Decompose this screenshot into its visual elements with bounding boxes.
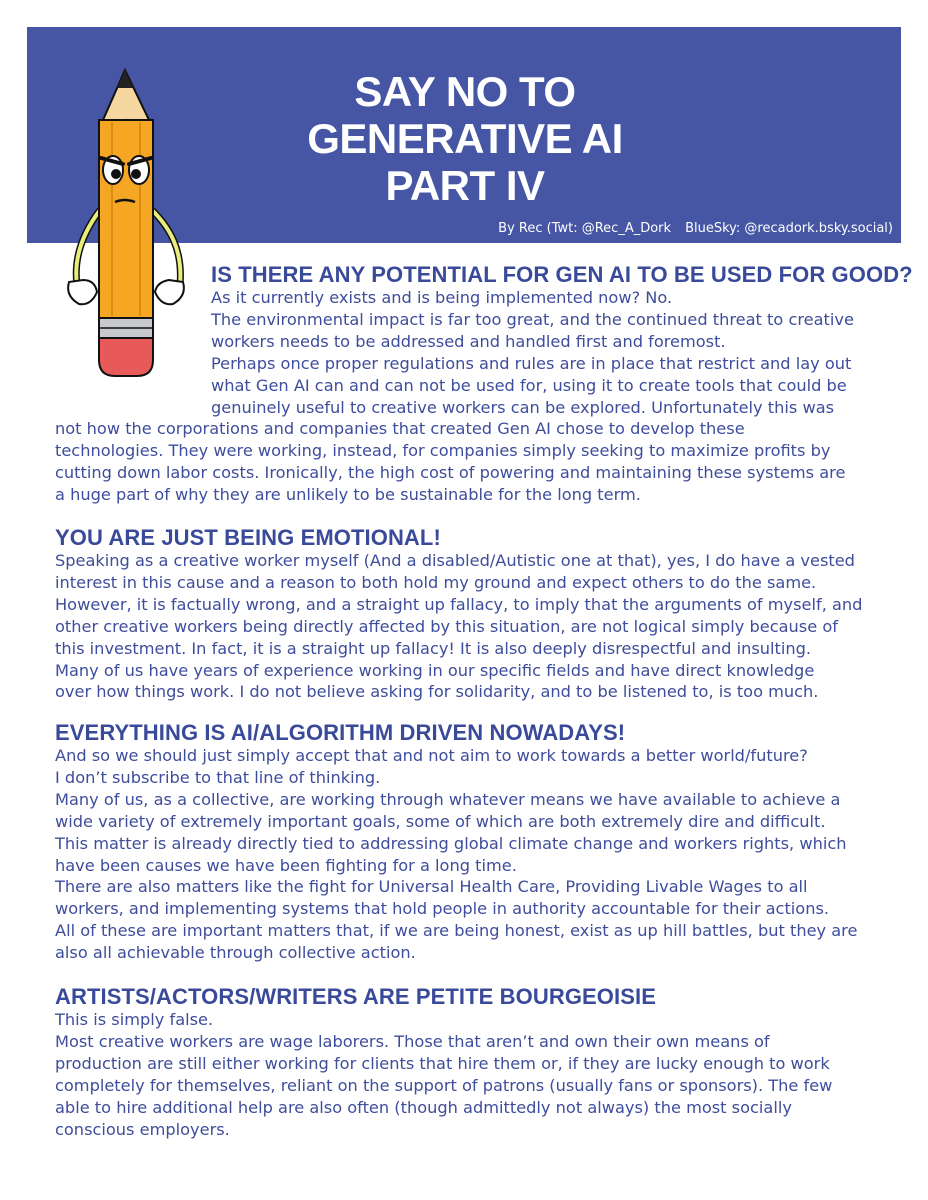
body-line: over how things work. I do not believe asking for solidarity, and to be listened to, is too much. — [55, 682, 819, 702]
body-line: All of these are important matters that, if we are being honest, exist as up hill battles, but they are — [55, 921, 858, 941]
body-line: workers needs to be addressed and handled first and foremost. — [211, 331, 726, 351]
byline-twitter: By Rec (Twt: @Rec_A_Dork — [498, 221, 672, 236]
body-line: other creative workers being directly affected by this situation, are not logical simply because of — [55, 616, 838, 636]
body-line: also all achievable through collective action. — [55, 943, 416, 963]
body-line: Perhaps once proper regulations and rules are in place that restrict and lay out — [211, 353, 852, 373]
section-body — [55, 550, 862, 703]
section-body — [55, 745, 857, 964]
body-line: completely for themselves, reliant on the support of patrons (usually fans or sponsors). The few — [55, 1075, 833, 1095]
body-line: However, it is factually wrong, and a straight up fallacy, to imply that the arguments of myself, and — [55, 594, 863, 614]
section-heading: IS THERE ANY POTENTIAL FOR GEN AI TO BE USED FOR GOOD? — [211, 262, 913, 287]
body-line: what Gen AI can and can not be used for, using it to create tools that could be — [211, 375, 847, 395]
body-line: have been causes we have been fighting for a long time. — [55, 855, 517, 875]
body-line: Speaking as a creative worker myself (And a disabled/Autistic one at that), yes, I do have a vested — [55, 551, 855, 570]
section-heading: ARTISTS/ACTORS/WRITERS ARE PETITE BOURGEOISIE — [55, 984, 656, 1009]
body-line: genuinely useful to creative workers can be explored. Unfortunately this was — [211, 397, 835, 417]
section-heading: EVERYTHING IS AI/ALGORITHM DRIVEN NOWADAYS! — [55, 720, 626, 745]
pencil-mascot-illustration — [55, 60, 205, 405]
title-line-1: SAY NO TO — [354, 68, 576, 115]
body-line: workers, and implementing systems that hold people in authority accountable for their actions. — [55, 899, 830, 919]
body-line: wide variety of extremely important goals, some of which are both extremely dire and difficult. — [55, 811, 826, 831]
body-line: Most creative workers are wage laborers. Those that aren’t and own their own means of — [55, 1031, 770, 1051]
body-line: cutting down labor costs. Ironically, the high cost of powering and maintaining these systems are — [55, 462, 846, 482]
title-line-3: PART IV — [385, 162, 545, 209]
body-line: interest in this cause and a reason to both hold my ground and expect others to do the same. — [55, 572, 817, 592]
body-line: This is simply false. — [55, 1010, 214, 1029]
body-line: The environmental impact is far too great, and the continued threat to creative — [211, 309, 854, 329]
section-heading: YOU ARE JUST BEING EMOTIONAL! — [55, 525, 441, 550]
body-line: This matter is already directly tied to addressing global climate change and workers rights, which — [55, 833, 847, 853]
section-body-continued — [55, 418, 845, 506]
body-line: technologies. They were working, instead, for companies simply seeking to maximize profits by — [55, 440, 831, 460]
body-line: There are also matters like the fight for Universal Health Care, Providing Livable Wages to all — [55, 877, 808, 897]
body-line: not how the corporations and companies that created Gen AI chose to develop these — [55, 419, 745, 438]
body-line: able to hire additional help are also often (though admittedly not always) the most socially — [55, 1097, 792, 1117]
title-line-2: GENERATIVE AI — [307, 115, 623, 162]
body-line: I don’t subscribe to that line of thinking. — [55, 767, 381, 787]
section-body — [55, 1009, 832, 1140]
byline-bluesky: BlueSky: @recadork.bsky.social) — [685, 221, 893, 236]
body-line: And so we should just simply accept that and not aim to work towards a better world/future? — [55, 746, 808, 765]
body-line: production are still either working for clients that hire them or, if they are lucky enough to work — [55, 1053, 830, 1073]
body-line: a huge part of why they are unlikely to be sustainable for the long term. — [55, 484, 641, 504]
page-title — [300, 68, 630, 209]
body-line: As it currently exists and is being implemented now? No. — [211, 288, 673, 307]
body-line: conscious employers. — [55, 1119, 230, 1139]
section-body — [211, 287, 854, 418]
author-byline — [498, 221, 893, 236]
body-line: Many of us, as a collective, are working through whatever means we have available to achieve a — [55, 789, 841, 809]
body-line: this investment. In fact, it is a straight up fallacy! It is also deeply disrespectful and insulting. — [55, 638, 812, 658]
body-line: Many of us have years of experience working in our specific fields and have direct knowledge — [55, 660, 815, 680]
